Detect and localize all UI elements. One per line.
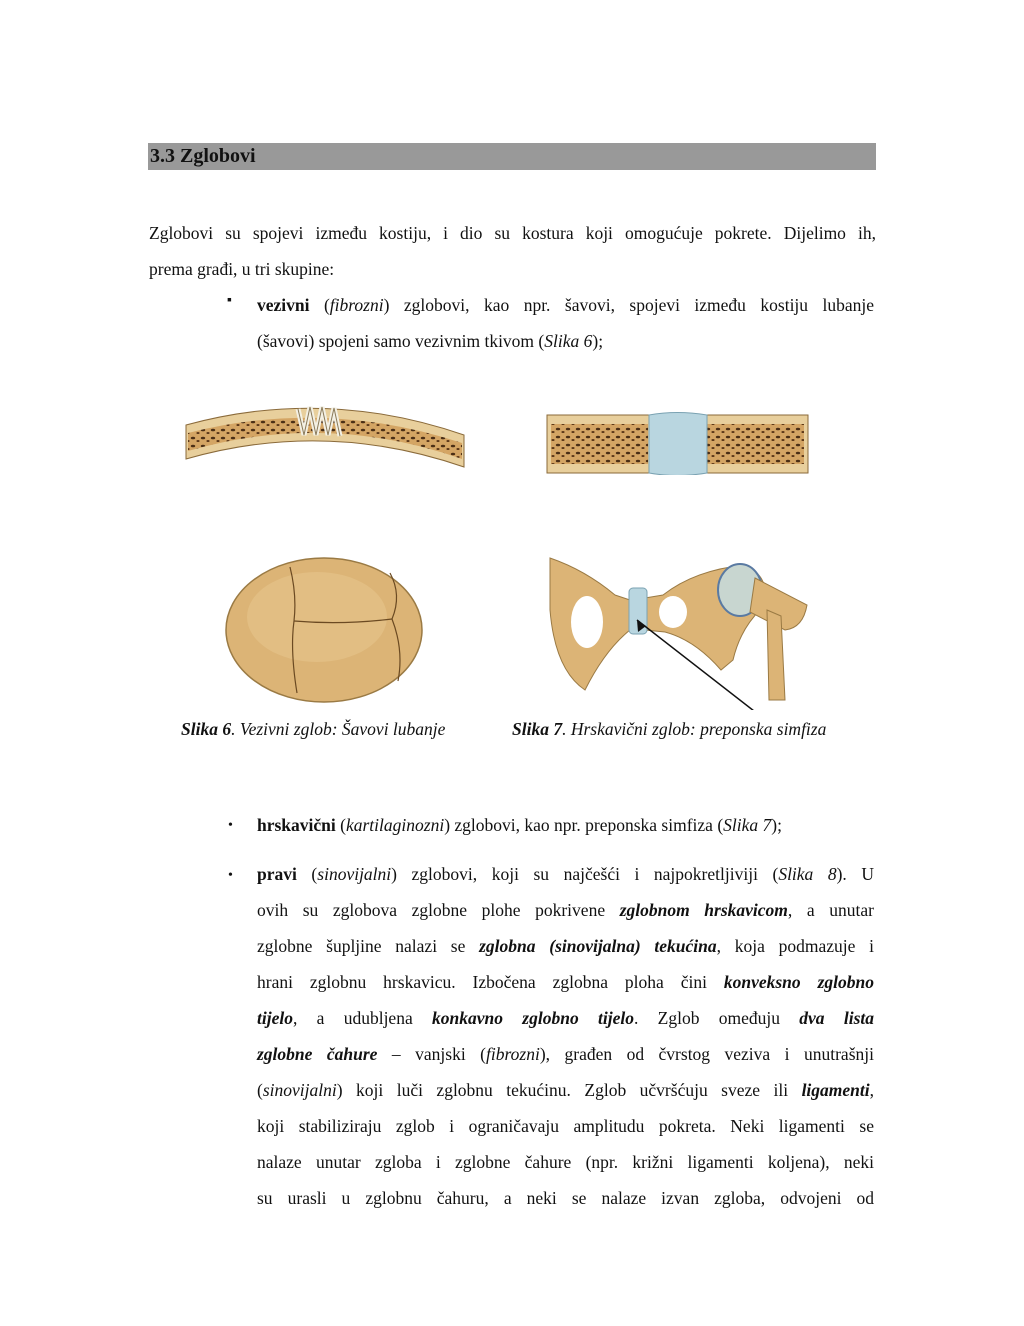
list-item-line: (šavovi) spojeni samo vezivnim tkivom (Slika 6); [257, 331, 604, 351]
list-item-line: vezivni (fibrozni) zglobovi, kao npr. šavovi, spojevi između kostiju lubanje [257, 295, 875, 315]
list-item-pravi [257, 856, 874, 1216]
skull-top-illustration [222, 555, 427, 705]
list-item-line: su urasli u zglobnu čahuru, a neki se nalaze izvan zgloba, odvojeni od [257, 1188, 874, 1208]
list-item-hrskavicni [257, 807, 874, 843]
intro-line-1: Zglobovi su spojevi između kostiju, i dio su kostura koji omogućuje pokrete. Dijelimo ih, [149, 223, 876, 243]
pelvis-illustration [545, 550, 815, 710]
list-item-line: nalaze unutar zgloba i zglobne čahure (npr. križni ligamenti koljena), neki [257, 1152, 874, 1172]
figure-7-caption: Slika 7. Hrskavični zglob: preponska simfiza [512, 719, 827, 739]
list-item-line: zglobne čahure – vanjski (fibrozni), građen od čvrstog veziva i unutrašnji [257, 1044, 874, 1064]
section-heading-text: 3.3 Zglobovi [150, 145, 256, 167]
list-item-line: pravi (sinovijalni) zglobovi, koji su najčešći i najpokretljiviji (Slika 8). U [257, 864, 875, 884]
bullet-icon: • [228, 818, 233, 833]
intro-paragraph [149, 215, 876, 287]
bullet-icon: ▪ [227, 293, 232, 308]
list-item-line: ovih su zglobova zglobne plohe pokrivene zglobnom hrskavicom, a unutar [257, 900, 874, 920]
list-item-line: tijelo, a udubljena konkavno zglobno tijelo. Zglob omeđuju dva lista [257, 1008, 874, 1028]
cartilage-joint-illustration [545, 410, 810, 475]
intro-line-2: prema građi, u tri skupine: [149, 259, 335, 279]
section-heading [148, 143, 876, 170]
bullet-icon: • [228, 868, 233, 883]
list-item-line: (sinovijalni) koji luči zglobnu tekućinu. Zglob učvršćuju sveze ili ligamenti, [257, 1080, 874, 1100]
list-item-line: zglobne šupljine nalazi se zglobna (sinovijalna) tekućina, koja podmazuje i [257, 936, 874, 956]
figure-6-caption: Slika 6. Vezivni zglob: Šavovi lubanje [181, 719, 446, 739]
list-item-line: koji stabiliziraju zglob i ograničavaju amplitudu pokreta. Neki ligamenti se [257, 1116, 874, 1136]
cranial-suture-illustration [180, 395, 470, 485]
list-item-line: hrani zglobnu hrskavicu. Izbočena zglobna ploha čini konveksno zglobno [257, 972, 874, 992]
list-item-line: hrskavični (kartilaginozni) zglobovi, kao npr. preponska simfiza (Slika 7); [257, 815, 782, 835]
list-item-vezivni [257, 287, 874, 359]
